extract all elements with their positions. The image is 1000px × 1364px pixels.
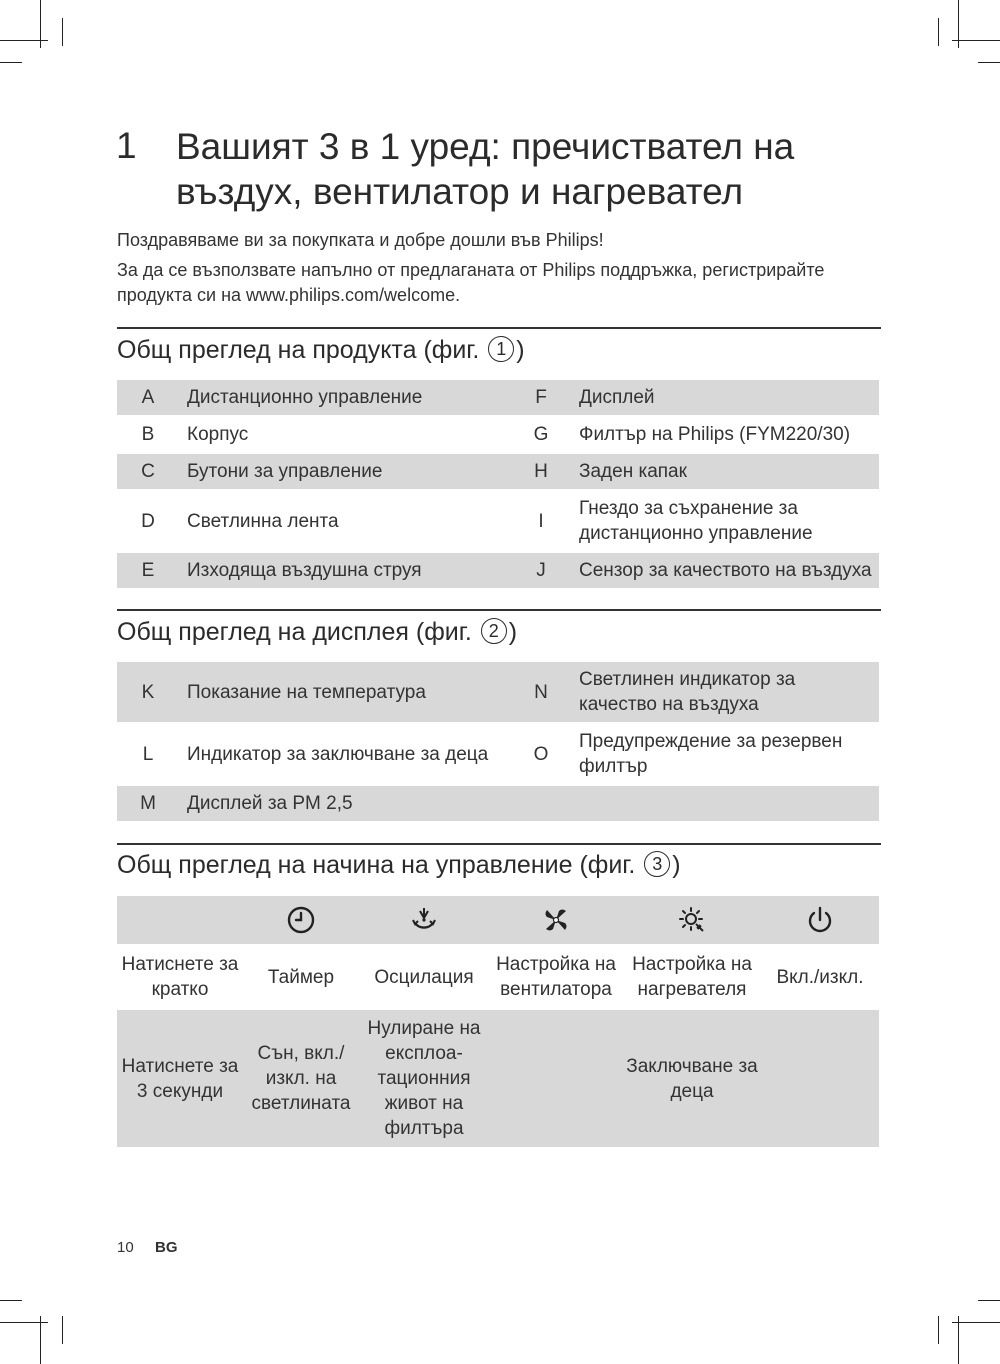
section-title-close: ) bbox=[516, 336, 525, 364]
fan-icon bbox=[541, 905, 571, 935]
legend-label: Дисплей bbox=[573, 380, 879, 416]
crop-mark bbox=[938, 1316, 939, 1344]
crop-mark bbox=[978, 1300, 1000, 1301]
table-row bbox=[117, 453, 879, 490]
legend-label: Изходяща въздушна струя bbox=[181, 552, 509, 588]
section-divider bbox=[117, 843, 881, 845]
table-row bbox=[117, 380, 879, 416]
table-row-short-press bbox=[117, 945, 879, 1009]
table-cell: Настройка на нагревателя bbox=[623, 945, 761, 1009]
legend-key bbox=[509, 785, 573, 821]
legend-key: C bbox=[117, 453, 181, 490]
crop-mark bbox=[938, 18, 939, 46]
heater-icon bbox=[677, 905, 707, 935]
section-title-controls bbox=[117, 849, 681, 881]
section-divider bbox=[117, 609, 881, 611]
table-row-icons bbox=[117, 896, 879, 945]
crop-mark bbox=[0, 62, 22, 63]
figure-ref: 2 bbox=[481, 618, 507, 644]
table-cell bbox=[489, 896, 623, 945]
crop-mark bbox=[40, 1316, 41, 1364]
table-cell bbox=[623, 896, 761, 945]
table-row bbox=[117, 785, 879, 821]
table-cell: Вкл./изкл. bbox=[761, 945, 879, 1009]
table-cell: Настройка на вентилатора bbox=[489, 945, 623, 1009]
legend-key: I bbox=[509, 490, 573, 552]
crop-mark bbox=[952, 40, 1000, 41]
chapter-number: 1 bbox=[116, 125, 137, 166]
figure-ref: 1 bbox=[488, 336, 514, 362]
legend-label: Заден капак bbox=[573, 453, 879, 490]
table-row-long-press bbox=[117, 1009, 879, 1147]
table-row bbox=[117, 552, 879, 588]
legend-label: Гнездо за съхранение за дистанционно управление bbox=[573, 490, 879, 552]
table-cell: Сън, вкл./ изкл. на светлината bbox=[243, 1009, 359, 1147]
section-title-text: Общ преглед на начина на управление (фиг. bbox=[117, 851, 636, 879]
legend-label: Дисплей за PM 2,5 bbox=[181, 785, 509, 821]
crop-mark bbox=[978, 62, 1000, 63]
table-row bbox=[117, 662, 879, 723]
chapter-title: Вашият 3 в 1 уред: пречиствател на въздух, вентилатор и нагревател bbox=[176, 126, 795, 212]
legend-key: D bbox=[117, 490, 181, 552]
table-cell bbox=[359, 896, 489, 945]
legend-key: G bbox=[509, 416, 573, 453]
legend-label: Корпус bbox=[181, 416, 509, 453]
display-legend-table bbox=[117, 662, 879, 821]
section-title-close: ) bbox=[508, 618, 518, 646]
crop-mark bbox=[40, 0, 41, 48]
legend-label: Бутони за управление bbox=[181, 453, 509, 490]
legend-key: M bbox=[117, 785, 181, 821]
section-title-text: Общ преглед на продукта (фиг. bbox=[117, 336, 480, 364]
legend-label: Индикатор за заключване за деца bbox=[181, 723, 509, 785]
legend-key: L bbox=[117, 723, 181, 785]
row-label: Натиснете за кратко bbox=[117, 945, 243, 1009]
timer-icon bbox=[286, 905, 316, 935]
table-cell bbox=[761, 1009, 879, 1147]
intro-register: За да се възползвате напълно от предлаганата от Philips поддръжка, регистрирайте продукта си на www.philips.com/welcome. bbox=[117, 260, 825, 305]
crop-mark bbox=[958, 0, 959, 48]
table-cell: Осцилация bbox=[359, 945, 489, 1009]
power-icon bbox=[805, 905, 835, 935]
crop-mark bbox=[958, 1316, 959, 1364]
legend-key: O bbox=[509, 723, 573, 785]
table-cell: Нулиране на експлоа-тационния живот на филтъра bbox=[359, 1009, 489, 1147]
table-row bbox=[117, 416, 879, 453]
table-cell bbox=[761, 896, 879, 945]
product-legend-table bbox=[117, 380, 879, 588]
legend-label: Дистанционно управление bbox=[181, 380, 509, 416]
legend-label: Светлинна лента bbox=[181, 490, 509, 552]
page-number: 10 bbox=[117, 1239, 134, 1256]
table-cell: Таймер bbox=[243, 945, 359, 1009]
legend-key: N bbox=[509, 662, 573, 723]
crop-mark bbox=[62, 1316, 63, 1344]
oscillation-icon bbox=[409, 905, 439, 935]
figure-ref: 3 bbox=[644, 851, 670, 877]
table-row bbox=[117, 490, 879, 552]
controls-table bbox=[117, 896, 879, 1147]
legend-label: Филтър на Philips (FYM220/30) bbox=[573, 416, 879, 453]
row-label: Натиснете за 3 секунди bbox=[117, 1009, 243, 1147]
legend-label: Сензор за качеството на въздуха bbox=[573, 552, 879, 588]
section-title-text: Общ преглед на дисплея (фиг. bbox=[117, 618, 472, 646]
section-title-display bbox=[117, 616, 517, 648]
crop-mark bbox=[952, 1322, 1000, 1323]
section-title-close: ) bbox=[672, 851, 681, 879]
legend-key: B bbox=[117, 416, 181, 453]
language-code: BG bbox=[155, 1239, 178, 1256]
legend-key: A bbox=[117, 380, 181, 416]
section-title-product bbox=[117, 334, 525, 366]
legend-key: E bbox=[117, 552, 181, 588]
table-row bbox=[117, 723, 879, 785]
legend-label: Светлинен индикатор за качество на въздуха bbox=[573, 662, 879, 723]
legend-label bbox=[573, 785, 879, 821]
crop-mark bbox=[0, 1300, 22, 1301]
table-cell: Заключване за деца bbox=[623, 1009, 761, 1147]
legend-label: Показание на температура bbox=[181, 662, 509, 723]
table-cell bbox=[117, 896, 243, 945]
legend-key: H bbox=[509, 453, 573, 490]
intro-welcome: Поздравяваме ви за покупката и добре дошли във Philips! bbox=[117, 230, 604, 250]
legend-key: K bbox=[117, 662, 181, 723]
legend-label: Предупреждение за резервен филтър bbox=[573, 723, 879, 785]
legend-key: J bbox=[509, 552, 573, 588]
crop-mark bbox=[62, 18, 63, 46]
table-cell bbox=[243, 896, 359, 945]
section-divider bbox=[117, 327, 881, 329]
table-cell bbox=[489, 1009, 623, 1147]
legend-key: F bbox=[509, 380, 573, 416]
